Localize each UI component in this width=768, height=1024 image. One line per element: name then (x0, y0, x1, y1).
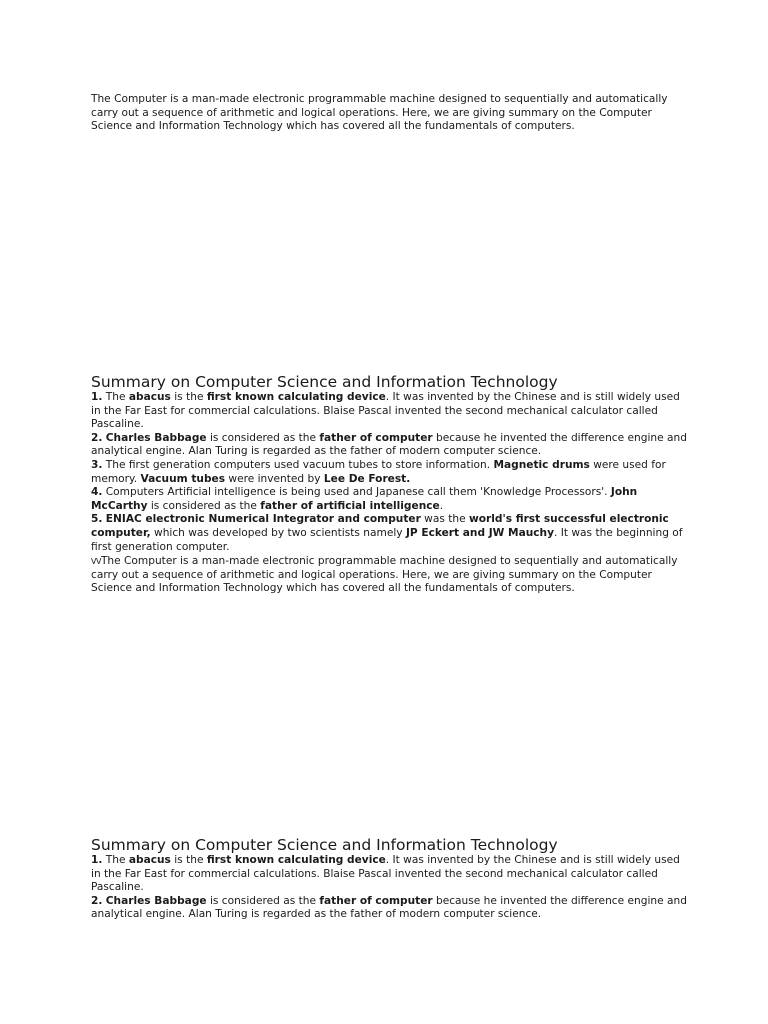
bold-term: world's first successful electronic computer, (91, 513, 669, 539)
item-text: because he invented the difference engine and analytical engine. Alan Turing is regarded as the father of modern computer science. (91, 431, 687, 458)
bold-term: Vacuum tubes (140, 472, 226, 485)
item-text: were invented by (225, 472, 324, 485)
bold-term: first known calculating device (206, 391, 386, 403)
item-number: 5. (91, 513, 103, 526)
item-text: was the (420, 513, 469, 526)
summary-list-repeat (91, 854, 691, 922)
lead-mark: VV (91, 557, 101, 566)
summary-item (91, 895, 691, 922)
summary-item (91, 854, 691, 895)
bold-term: ENIAC electronic Numerical Integrator and computer (105, 513, 421, 526)
repeated-intro-paragraph (91, 555, 691, 596)
item-text: is the (170, 854, 207, 866)
item-text: is considered as the (206, 431, 320, 444)
bold-term: Charles Babbage (105, 431, 207, 444)
bold-term: Lee De Forest. (323, 472, 411, 485)
bold-term: Magnetic drums (493, 458, 590, 471)
item-text: The first generation computers used vacuum tubes to store information. (102, 458, 494, 471)
item-text: because he invented the difference engine and analytical engine. Alan Turing is regarded as the father of modern computer science. (91, 894, 687, 921)
item-number: 1. (91, 391, 103, 403)
summary-item (91, 432, 691, 459)
repeated-intro-text (91, 555, 691, 596)
summary-item (91, 513, 691, 554)
item-text: The (102, 854, 129, 866)
repeated-intro-body: The Computer is a man-made electronic programmable machine designed to sequentially and automatically carry out a sequence of arithmetic and logical operations. Here, we are giving summary on the Computer Science and Information Technology which has covered all the fundamentals of computers. (91, 555, 678, 595)
item-text: The (102, 391, 129, 403)
bold-term: father of computer (319, 894, 433, 907)
item-number: 2. (91, 894, 103, 907)
item-text: were used for memory. (91, 458, 666, 485)
bold-term: John McCarthy (91, 486, 638, 512)
item-text: . It was invented by the Chinese and is still widely used in the Far East for commercial calculations. Blaise Pascal invented the second mechanical calculator called Pascaline. (91, 391, 680, 431)
summary-section-1 (91, 373, 691, 554)
item-number: 1. (91, 854, 103, 866)
summary-item (91, 391, 691, 432)
item-number: 3. (91, 458, 103, 471)
intro-paragraph (91, 93, 691, 134)
item-text: is considered as the (206, 894, 320, 907)
item-text: which was developed by two scientists namely (150, 526, 406, 539)
item-text: . It was the beginning of first generation computer. (91, 526, 683, 553)
summary-list (91, 391, 691, 554)
section-heading: Summary on Computer Science and Information Technology (91, 373, 558, 391)
summary-section-2 (91, 836, 691, 922)
bold-term: first known calculating device (206, 854, 386, 866)
summary-item (91, 486, 691, 513)
item-number: 4. (91, 486, 103, 499)
intro-text: The Computer is a man-made electronic programmable machine designed to sequentially and automatically carry out a sequence of arithmetic and logical operations. Here, we are giving summary on the Computer Science and Information Technology which has covered all the fundamentals of computers. (91, 93, 668, 133)
bold-term: father of artificial intelligence (260, 499, 440, 512)
bold-term: abacus (128, 391, 171, 403)
bold-term: father of computer (319, 431, 433, 444)
item-text: . It was invented by the Chinese and is still widely used in the Far East for commercial calculations. Blaise Pascal invented the second mechanical calculator called Pascaline. (91, 854, 680, 894)
item-number: 2. (91, 431, 103, 444)
item-text: Computers Artificial intelligence is being used and Japanese call them 'Knowledge Processors'. (102, 486, 611, 499)
section-heading-repeat: Summary on Computer Science and Information Technology (91, 836, 558, 854)
item-text: is the (170, 391, 207, 403)
bold-term: JP Eckert and JW Mauchy (405, 526, 555, 539)
item-text: is considered as the (147, 499, 261, 512)
summary-item (91, 459, 691, 486)
item-text: . (439, 499, 444, 512)
bold-term: Charles Babbage (105, 894, 207, 907)
bold-term: abacus (128, 854, 171, 866)
